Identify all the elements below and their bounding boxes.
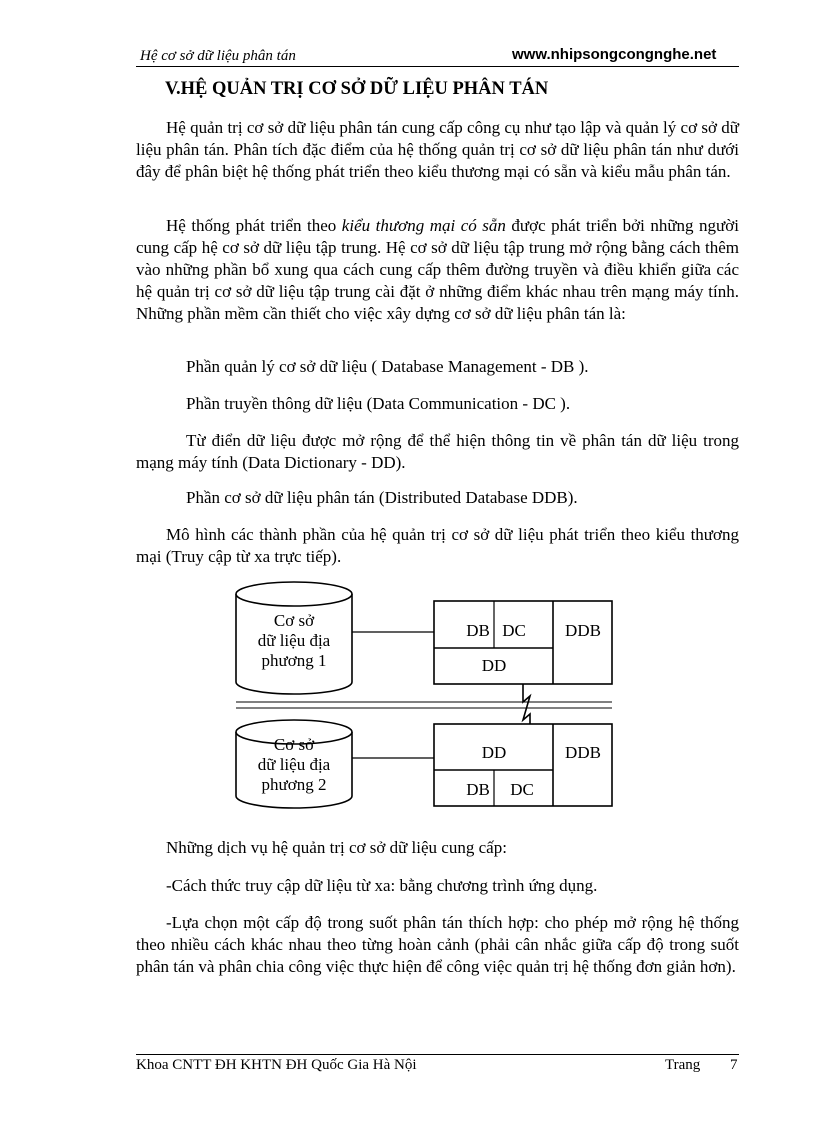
list-item-ddb: Phần cơ sở dữ liệu phân tán (Distributed Database DDB). — [186, 488, 578, 507]
paragraph-model: Mô hình các thành phần của hệ quản trị cơ sở dữ liệu phát triển theo kiểu thương mại (Truy cập từ xa trực tiếp). — [136, 525, 739, 566]
paragraph-services-intro: Những dịch vụ hệ quản trị cơ sở dữ liệu cung cấp: — [166, 838, 507, 857]
local-database-1-label-line3: phương 1 — [261, 651, 327, 670]
communication-link — [523, 684, 530, 724]
architecture-diagram — [230, 580, 620, 820]
site-1-db-label: DB — [466, 621, 490, 640]
header-website: www.nhipsongcongnghe.net — [512, 46, 717, 63]
paragraph-commercial-start: Hệ thống phát triển theo — [166, 216, 342, 235]
paragraph-intro: Hệ quản trị cơ sở dữ liệu phân tán cung cấp công cụ như tạo lập và quản lý cơ sở dữ liệu phân tán. Phân tích đặc điểm của hệ thống quản trị cơ sở dữ liệu phân tán như dưới đây để phân biệt hệ thống phát triển theo kiểu thương mại có sẵn và kiểu mẫu phân tán. — [136, 118, 739, 181]
site-2-db-label: DB — [466, 780, 490, 799]
section-title: V.HỆ QUẢN TRỊ CƠ SỞ DỮ LIỆU PHÂN TÁN — [165, 79, 549, 99]
local-database-1-label-line1: Cơ sở — [273, 611, 315, 630]
site-2-dc-label: DC — [510, 780, 534, 799]
header-divider — [136, 66, 739, 67]
header-document-title: Hệ cơ sở dữ liệu phân tán — [140, 48, 296, 64]
site-2-ddb-label: DDB — [565, 743, 601, 762]
site-1-dd-label: DD — [481, 656, 507, 675]
site-2-dd-label: DD — [481, 743, 507, 762]
local-database-2-label-line1: Cơ sở — [273, 735, 315, 754]
paragraph-commercial-rest: được phát triển bởi những người cung cấp hệ cơ sở dữ liệu tập trung. Hệ cơ sở dữ liệu tập trung mở rộng bằng cách thêm vào những phần bổ xung qua cách cung cấp thêm đường truyền và điều khiển giữa các hệ quản trị cơ sở dữ liệu tập trung cài đặt ở những điểm khác nhau trên mạng máy tính. Những phần mềm cần thiết cho việc xây dựng cơ sở dữ liệu phân tán là: — [136, 216, 739, 323]
service-transparency-level: -Lựa chọn một cấp độ trong suốt phân tán thích hợp: cho phép mở rộng hệ thống theo nhiều cách khác nhau theo từng hoàn cảnh (phải cân nhắc giữa cấp độ trong suốt phân tán và phân chia công việc thực hiện để công việc quản trị hệ thống đơn giản hơn). — [136, 913, 739, 976]
footer-institution: Khoa CNTT ĐH KHTN ĐH Quốc Gia Hà Nội — [136, 1057, 417, 1073]
list-item-dc: Phần truyền thông dữ liệu (Data Communication - DC ). — [186, 394, 571, 413]
footer-page-label: Trang — [665, 1057, 701, 1073]
list-item-db: Phần quản lý cơ sở dữ liệu ( Database Management - DB ). — [186, 357, 589, 376]
local-database-2-cylinder — [236, 720, 352, 808]
local-database-1-cylinder — [236, 582, 352, 694]
footer-divider — [136, 1054, 739, 1055]
site-1-components — [434, 601, 612, 684]
paragraph-commercial — [136, 215, 739, 325]
site-2-components — [434, 724, 612, 806]
site-1-dc-label: DC — [502, 621, 526, 640]
local-database-2-label-line3: phương 2 — [261, 775, 327, 794]
service-remote-access: -Cách thức truy cập dữ liệu từ xa: bằng chương trình ứng dụng. — [166, 876, 598, 895]
paragraph-commercial-emphasis: kiểu thương mại có sẵn — [341, 216, 506, 235]
site-1-ddb-label: DDB — [565, 621, 601, 640]
list-item-dd: Từ điển dữ liệu được mở rộng để thể hiện thông tin về phân tán dữ liệu trong mạng máy tính (Data Dictionary - DD). — [136, 431, 739, 472]
local-database-2-label-line2: dữ liệu địa — [257, 755, 331, 774]
footer-page-number: 7 — [730, 1057, 738, 1073]
local-database-1-label-line2: dữ liệu địa — [257, 631, 331, 650]
